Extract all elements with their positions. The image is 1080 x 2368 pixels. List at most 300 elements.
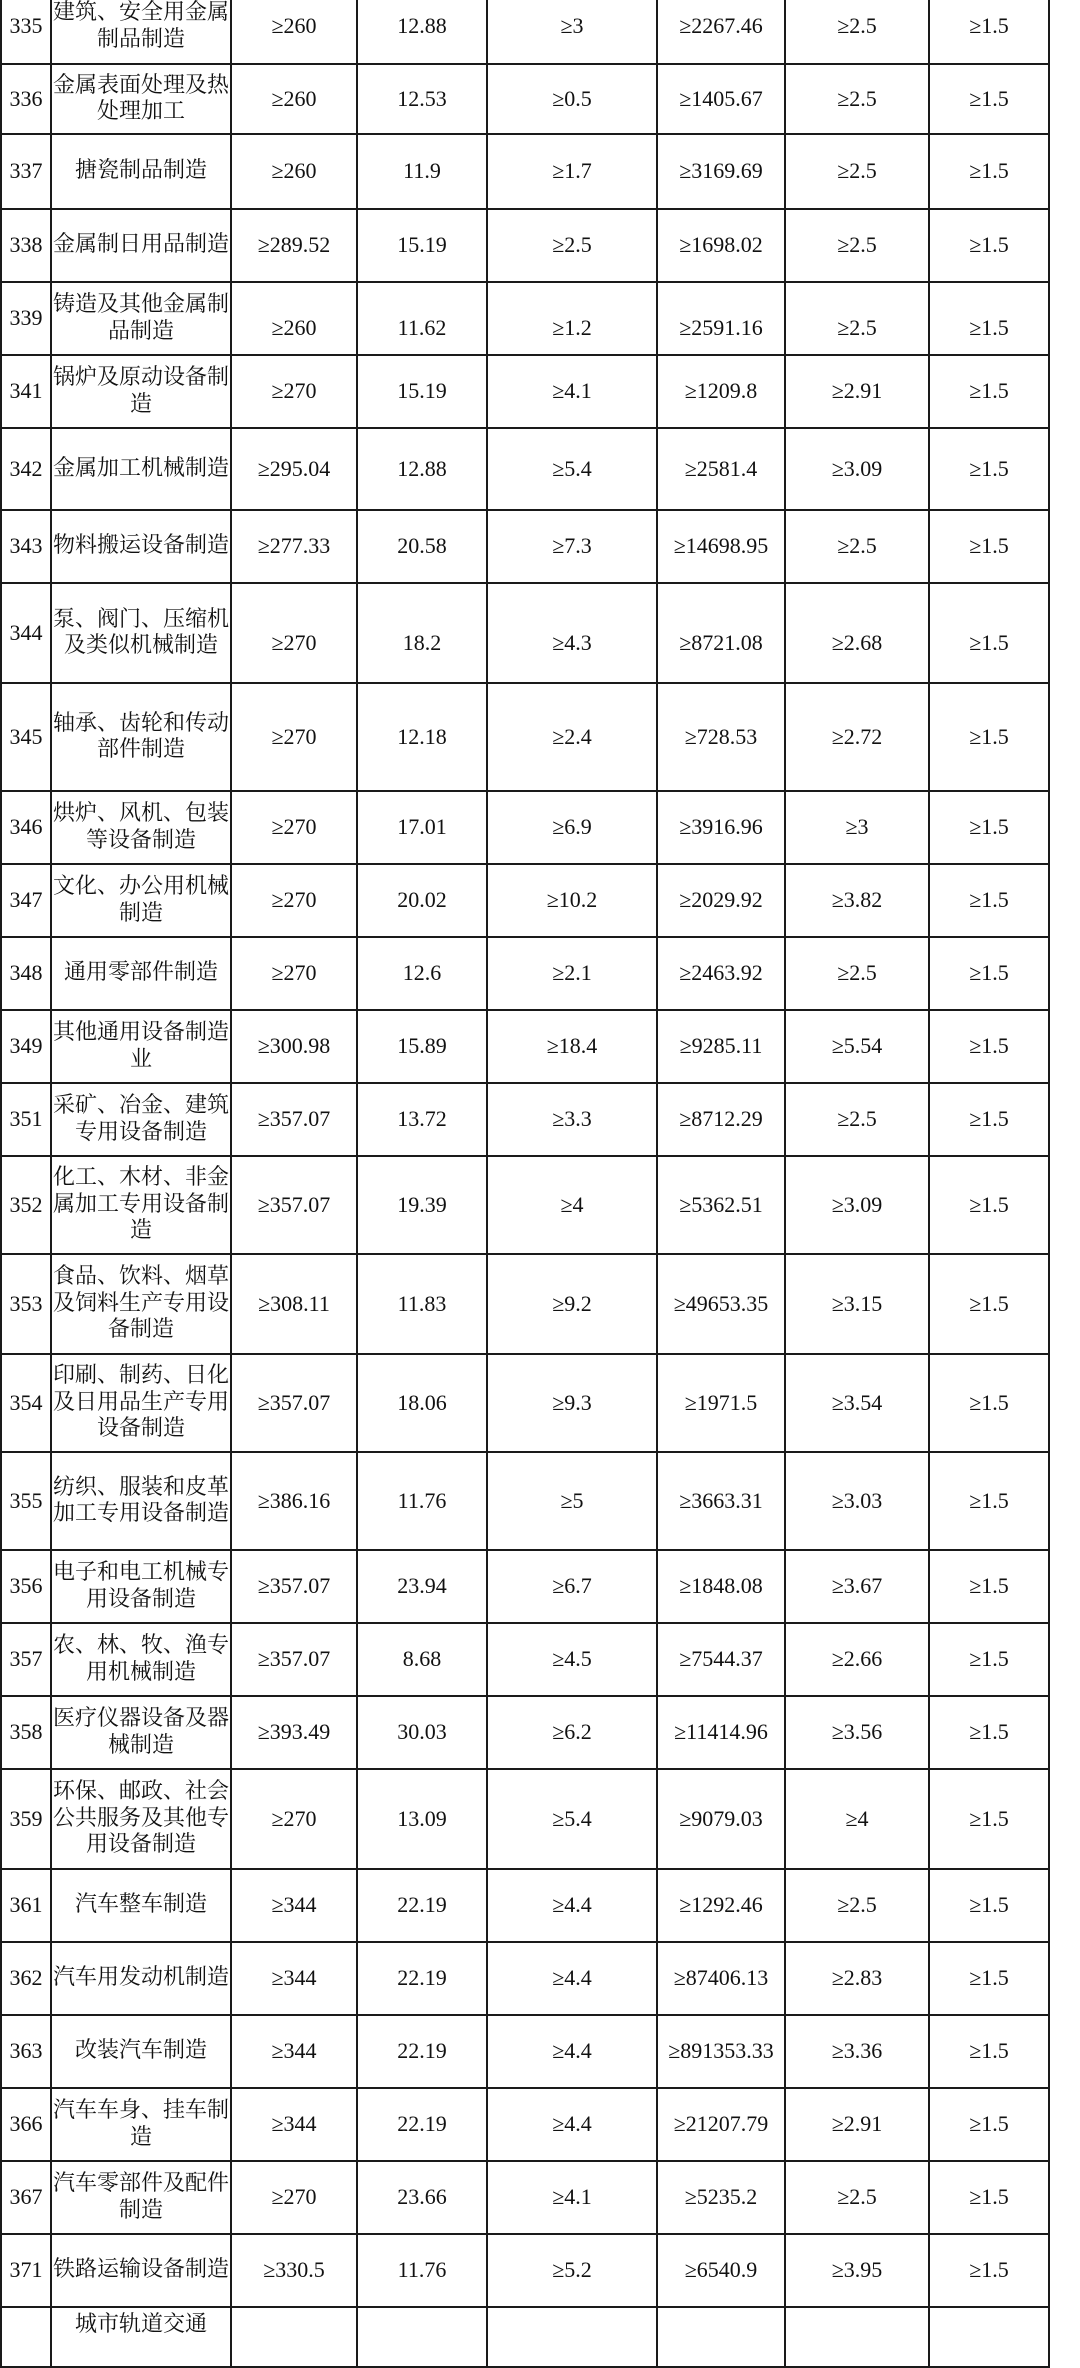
- value-cell-v6: [929, 1010, 1049, 1083]
- table-row: [1, 0, 1049, 64]
- industry-code-cell: 349: [1, 1010, 51, 1083]
- industry-code-cell: 347: [1, 864, 51, 937]
- value-cell-v3: [487, 2161, 657, 2234]
- value-cell-v3: [487, 1869, 657, 1942]
- value-cell-v2: [357, 1550, 487, 1623]
- value-cell-v3: [487, 1010, 657, 1083]
- value-cell-v6: [929, 2234, 1049, 2307]
- value-text: ≥21207.79: [673, 2111, 769, 2137]
- value-cell-v1: [231, 791, 357, 864]
- industry-code-cell: 366: [1, 2088, 51, 2161]
- value-cell-v3: [487, 1254, 657, 1354]
- table-row: [1, 428, 1049, 510]
- value-text: 11.76: [397, 2257, 447, 2283]
- value-cell-v4: [657, 1623, 785, 1696]
- value-cell-v5: [785, 1083, 929, 1156]
- industry-name-cell: 食品、饮料、烟草及饲料生产专用设备制造: [51, 1254, 231, 1354]
- industry-code-cell: 336: [1, 64, 51, 134]
- value-cell-v2: [357, 2234, 487, 2307]
- value-cell-v2: [357, 1696, 487, 1769]
- table-row: [1, 1156, 1049, 1254]
- value-cell-v2: [357, 510, 487, 583]
- value-cell-v4: [657, 937, 785, 1010]
- value-cell-v5: [785, 2015, 929, 2088]
- value-text: ≥344: [271, 2111, 317, 2137]
- value-text: ≥357.07: [257, 1389, 331, 1415]
- value-text: ≥1.5: [969, 1487, 1009, 1513]
- value-cell-v3: [487, 2015, 657, 2088]
- value-text: ≥1.7: [552, 158, 592, 184]
- value-text: ≥270: [271, 960, 317, 986]
- value-cell-v3: [487, 2307, 657, 2367]
- industry-name-cell: 汽车用发动机制造: [51, 1942, 231, 2015]
- value-text: ≥6.7: [552, 1573, 592, 1599]
- value-cell-v2: [357, 1354, 487, 1452]
- value-text: ≥8721.08: [679, 629, 763, 655]
- value-text: ≥2267.46: [679, 13, 763, 39]
- value-cell-v6: [929, 1354, 1049, 1452]
- table-row: [1, 355, 1049, 428]
- value-text: 22.19: [397, 1892, 447, 1918]
- value-cell-v1: [231, 0, 357, 64]
- value-cell-v1: [231, 282, 357, 355]
- value-cell-v3: [487, 683, 657, 791]
- table-row: [1, 2088, 1049, 2161]
- value-cell-v1: [231, 134, 357, 209]
- value-text: ≥2029.92: [679, 887, 763, 913]
- industry-code-cell: 356: [1, 1550, 51, 1623]
- industry-name-cell: 金属制日用品制造: [51, 209, 231, 282]
- value-cell-v4: [657, 355, 785, 428]
- value-text: ≥2463.92: [679, 960, 763, 986]
- value-text: 22.19: [397, 1965, 447, 1991]
- value-cell-v5: [785, 510, 929, 583]
- industry-code-cell: 362: [1, 1942, 51, 2015]
- industry-code-cell: 355: [1, 1452, 51, 1550]
- value-text: ≥357.07: [257, 1106, 331, 1132]
- value-text: 22.19: [397, 2111, 447, 2137]
- value-text: ≥1.5: [969, 455, 1009, 481]
- industry-name-cell: 铸造及其他金属制品制造: [51, 282, 231, 355]
- value-cell-v5: [785, 2088, 929, 2161]
- value-cell-v3: [487, 1156, 657, 1254]
- value-text: ≥4.4: [552, 1965, 592, 1991]
- value-text: ≥1.5: [969, 85, 1009, 111]
- value-cell-v2: [357, 355, 487, 428]
- value-text: ≥308.11: [258, 1290, 330, 1316]
- value-cell-v5: [785, 2161, 929, 2234]
- industry-code-cell: 339: [1, 282, 51, 355]
- value-cell-v6: [929, 134, 1049, 209]
- value-cell-v1: [231, 2161, 357, 2234]
- table-row: [1, 791, 1049, 864]
- value-cell-v2: [357, 209, 487, 282]
- value-cell-v3: [487, 0, 657, 64]
- value-cell-v1: [231, 683, 357, 791]
- value-text: ≥2.66: [831, 1646, 883, 1672]
- value-text: ≥1.5: [969, 158, 1009, 184]
- value-cell-v1: [231, 1869, 357, 1942]
- value-text: 12.88: [397, 455, 447, 481]
- value-cell-v3: [487, 1354, 657, 1452]
- value-cell-v1: [231, 1083, 357, 1156]
- industry-name-cell: 纺织、服装和皮革加工专用设备制造: [51, 1452, 231, 1550]
- value-text: ≥3.15: [831, 1290, 883, 1316]
- value-text: ≥2581.4: [684, 455, 758, 481]
- value-cell-v6: [929, 1156, 1049, 1254]
- value-text: ≥891353.33: [668, 2038, 774, 2064]
- value-cell-v2: [357, 864, 487, 937]
- industry-name-cell: 化工、木材、非金属加工专用设备制造: [51, 1156, 231, 1254]
- value-cell-v1: [231, 2234, 357, 2307]
- value-text: ≥2.5: [837, 232, 877, 258]
- value-cell-v1: [231, 1354, 357, 1452]
- industry-code-cell: 341: [1, 355, 51, 428]
- industry-name-cell: 搪瓷制品制造: [51, 134, 231, 209]
- value-text: ≥1.5: [969, 1290, 1009, 1316]
- value-text: ≥9079.03: [679, 1805, 763, 1831]
- value-cell-v5: [785, 1550, 929, 1623]
- value-cell-v2: [357, 282, 487, 355]
- value-cell-v1: [231, 2015, 357, 2088]
- value-text: ≥2.5: [837, 158, 877, 184]
- value-cell-v5: [785, 937, 929, 1010]
- value-text: ≥2.72: [831, 723, 883, 749]
- value-cell-v6: [929, 2088, 1049, 2161]
- value-text: ≥9285.11: [679, 1033, 763, 1059]
- value-text: ≥11414.96: [674, 1719, 768, 1745]
- value-cell-v6: [929, 510, 1049, 583]
- value-cell-v4: [657, 2234, 785, 2307]
- value-cell-v2: [357, 2307, 487, 2367]
- value-text: ≥1971.5: [684, 1389, 758, 1415]
- value-text: ≥1.5: [969, 315, 1009, 341]
- value-cell-v5: [785, 355, 929, 428]
- value-cell-v2: [357, 683, 487, 791]
- value-text: ≥1.5: [969, 814, 1009, 840]
- value-text: ≥300.98: [257, 1033, 331, 1059]
- value-text: ≥295.04: [257, 455, 331, 481]
- table-row: [1, 2015, 1049, 2088]
- table-row: [1, 937, 1049, 1010]
- value-cell-v3: [487, 1942, 657, 2015]
- value-text: ≥1.5: [969, 2257, 1009, 2283]
- value-text: ≥4: [845, 1805, 869, 1831]
- value-text: 30.03: [397, 1719, 447, 1745]
- value-cell-v4: [657, 2015, 785, 2088]
- value-text: ≥3.82: [831, 887, 883, 913]
- value-cell-v2: [357, 64, 487, 134]
- value-cell-v4: [657, 0, 785, 64]
- value-cell-v6: [929, 282, 1049, 355]
- value-cell-v5: [785, 1942, 929, 2015]
- table-row: [1, 1254, 1049, 1354]
- value-cell-v3: [487, 1769, 657, 1869]
- value-text: ≥4.4: [552, 2111, 592, 2137]
- value-cell-v4: [657, 1010, 785, 1083]
- value-cell-v3: [487, 428, 657, 510]
- table-row: [1, 134, 1049, 209]
- value-cell-v3: [487, 2234, 657, 2307]
- value-cell-v4: [657, 134, 785, 209]
- value-cell-v5: [785, 2234, 929, 2307]
- value-cell-v3: [487, 355, 657, 428]
- value-text: ≥4.1: [552, 2184, 592, 2210]
- value-cell-v1: [231, 864, 357, 937]
- value-cell-v2: [357, 1156, 487, 1254]
- value-text: 20.58: [397, 533, 447, 559]
- industry-name-cell: 医疗仪器设备及器械制造: [51, 1696, 231, 1769]
- value-text: ≥289.52: [257, 232, 331, 258]
- value-text: ≥728.53: [684, 723, 758, 749]
- value-text: ≥5235.2: [684, 2184, 758, 2210]
- value-text: ≥1.5: [969, 232, 1009, 258]
- value-text: ≥270: [271, 887, 317, 913]
- value-cell-v4: [657, 209, 785, 282]
- value-cell-v4: [657, 1254, 785, 1354]
- value-cell-v4: [657, 2307, 785, 2367]
- value-cell-v3: [487, 791, 657, 864]
- value-text: ≥18.4: [546, 1033, 598, 1059]
- industry-name-cell: 金属加工机械制造: [51, 428, 231, 510]
- value-text: 12.53: [397, 85, 447, 111]
- table-row: [1, 2307, 1049, 2367]
- value-cell-v1: [231, 1254, 357, 1354]
- value-text: ≥2.91: [831, 378, 883, 404]
- value-text: ≥1.5: [969, 1646, 1009, 1672]
- value-text: ≥2.68: [831, 629, 883, 655]
- industry-code-cell: 348: [1, 937, 51, 1010]
- value-text: ≥5: [560, 1487, 584, 1513]
- value-cell-v4: [657, 1869, 785, 1942]
- value-cell-v2: [357, 134, 487, 209]
- value-text: ≥3.09: [831, 455, 883, 481]
- value-cell-v1: [231, 1769, 357, 1869]
- value-cell-v5: [785, 428, 929, 510]
- value-cell-v4: [657, 2161, 785, 2234]
- value-text: ≥344: [271, 1965, 317, 1991]
- value-cell-v2: [357, 1254, 487, 1354]
- table-row: [1, 683, 1049, 791]
- value-text: ≥4.4: [552, 2038, 592, 2064]
- industry-name-cell: 采矿、冶金、建筑专用设备制造: [51, 1083, 231, 1156]
- value-cell-v3: [487, 937, 657, 1010]
- value-text: ≥330.5: [263, 2257, 325, 2283]
- value-text: ≥5.2: [552, 2257, 592, 2283]
- table-row: [1, 1769, 1049, 1869]
- value-text: ≥1.5: [969, 1892, 1009, 1918]
- value-text: ≥1848.08: [679, 1573, 763, 1599]
- value-text: ≥3.09: [831, 1191, 883, 1217]
- value-text: 8.68: [402, 1646, 442, 1672]
- value-cell-v1: [231, 1452, 357, 1550]
- value-text: ≥3916.96: [679, 814, 763, 840]
- value-text: ≥2.91: [831, 2111, 883, 2137]
- industry-code-cell: 354: [1, 1354, 51, 1452]
- value-cell-v4: [657, 282, 785, 355]
- value-cell-v6: [929, 864, 1049, 937]
- value-cell-v4: [657, 1769, 785, 1869]
- value-cell-v1: [231, 355, 357, 428]
- value-cell-v4: [657, 1942, 785, 2015]
- value-text: ≥1292.46: [679, 1892, 763, 1918]
- value-text: ≥14698.95: [673, 533, 769, 559]
- value-text: ≥3.3: [552, 1106, 592, 1132]
- value-text: ≥7.3: [552, 533, 592, 559]
- value-text: ≥4.4: [552, 1892, 592, 1918]
- value-cell-v4: [657, 2088, 785, 2161]
- value-cell-v6: [929, 791, 1049, 864]
- value-text: 19.39: [397, 1191, 447, 1217]
- value-cell-v6: [929, 428, 1049, 510]
- industry-name-cell: 汽车整车制造: [51, 1869, 231, 1942]
- value-text: ≥2.5: [837, 960, 877, 986]
- value-cell-v1: [231, 583, 357, 683]
- value-cell-v5: [785, 1769, 929, 1869]
- value-cell-v2: [357, 0, 487, 64]
- value-text: ≥4: [560, 1191, 584, 1217]
- value-text: 12.88: [397, 13, 447, 39]
- value-text: ≥1.5: [969, 378, 1009, 404]
- industry-code-cell: 338: [1, 209, 51, 282]
- value-text: ≥49653.35: [673, 1290, 769, 1316]
- industry-code-cell: 344: [1, 583, 51, 683]
- value-cell-v5: [785, 1696, 929, 1769]
- industry-name-cell: 电子和电工机械专用设备制造: [51, 1550, 231, 1623]
- value-cell-v6: [929, 1942, 1049, 2015]
- value-text: ≥5.4: [552, 1805, 592, 1831]
- value-text: ≥3.56: [831, 1719, 883, 1745]
- value-cell-v1: [231, 1942, 357, 2015]
- value-text: ≥2.5: [837, 315, 877, 341]
- value-cell-v5: [785, 864, 929, 937]
- value-text: ≥393.49: [257, 1719, 331, 1745]
- value-text: ≥357.07: [257, 1646, 331, 1672]
- value-text: ≥7544.37: [679, 1646, 763, 1672]
- value-text: ≥260: [271, 13, 317, 39]
- value-text: ≥1.5: [969, 1191, 1009, 1217]
- value-cell-v5: [785, 1010, 929, 1083]
- value-text: ≥1.5: [969, 887, 1009, 913]
- value-text: ≥3: [560, 13, 584, 39]
- value-cell-v2: [357, 2088, 487, 2161]
- value-text: ≥3.36: [831, 2038, 883, 2064]
- value-cell-v6: [929, 64, 1049, 134]
- value-cell-v1: [231, 937, 357, 1010]
- value-cell-v6: [929, 1083, 1049, 1156]
- industry-code-cell: 361: [1, 1869, 51, 1942]
- value-cell-v1: [231, 1550, 357, 1623]
- value-text: ≥1.5: [969, 1805, 1009, 1831]
- value-cell-v2: [357, 1942, 487, 2015]
- value-cell-v4: [657, 64, 785, 134]
- value-cell-v1: [231, 1010, 357, 1083]
- industry-code-cell: 342: [1, 428, 51, 510]
- value-cell-v3: [487, 1452, 657, 1550]
- value-cell-v2: [357, 1769, 487, 1869]
- industry-name-cell: 改装汽车制造: [51, 2015, 231, 2088]
- value-cell-v5: [785, 209, 929, 282]
- value-text: ≥1.5: [969, 1965, 1009, 1991]
- value-cell-v4: [657, 428, 785, 510]
- value-cell-v4: [657, 1156, 785, 1254]
- industry-name-cell: 金属表面处理及热处理加工: [51, 64, 231, 134]
- value-cell-v6: [929, 2015, 1049, 2088]
- value-text: ≥357.07: [257, 1191, 331, 1217]
- industry-name-cell: 印刷、制药、日化及日用品生产专用设备制造: [51, 1354, 231, 1452]
- value-text: ≥270: [271, 723, 317, 749]
- value-cell-v3: [487, 864, 657, 937]
- value-cell-v1: [231, 510, 357, 583]
- value-text: ≥270: [271, 2184, 317, 2210]
- value-text: ≥5.54: [831, 1033, 883, 1059]
- value-cell-v6: [929, 683, 1049, 791]
- table-row: [1, 2161, 1049, 2234]
- value-text: 11.62: [397, 315, 447, 341]
- industry-name-cell: 汽车零部件及配件制造: [51, 2161, 231, 2234]
- table-row: [1, 1354, 1049, 1452]
- value-cell-v4: [657, 583, 785, 683]
- industry-name-cell: 城市轨道交通: [51, 2307, 231, 2367]
- value-text: ≥3: [845, 814, 869, 840]
- value-cell-v5: [785, 64, 929, 134]
- table-row: [1, 1452, 1049, 1550]
- value-text: ≥3.54: [831, 1389, 883, 1415]
- value-cell-v6: [929, 1696, 1049, 1769]
- value-cell-v5: [785, 1623, 929, 1696]
- value-cell-v2: [357, 1452, 487, 1550]
- value-text: 23.66: [397, 2184, 447, 2210]
- value-cell-v5: [785, 2307, 929, 2367]
- value-text: ≥1.5: [969, 1033, 1009, 1059]
- value-text: ≥2.83: [831, 1965, 883, 1991]
- value-text: ≥3.95: [831, 2257, 883, 2283]
- table-row: [1, 1869, 1049, 1942]
- value-cell-v4: [657, 1354, 785, 1452]
- value-cell-v3: [487, 209, 657, 282]
- value-text: ≥1.5: [969, 960, 1009, 986]
- table-row: [1, 1942, 1049, 2015]
- value-text: ≥260: [271, 315, 317, 341]
- value-text: ≥1.5: [969, 533, 1009, 559]
- industry-name-cell: 泵、阀门、压缩机及类似机械制造: [51, 583, 231, 683]
- value-cell-v6: [929, 1452, 1049, 1550]
- value-cell-v3: [487, 1550, 657, 1623]
- table-row: [1, 2234, 1049, 2307]
- industry-code-cell: 352: [1, 1156, 51, 1254]
- value-cell-v1: [231, 1696, 357, 1769]
- value-cell-v6: [929, 355, 1049, 428]
- value-cell-v1: [231, 2088, 357, 2161]
- value-cell-v4: [657, 791, 785, 864]
- table-row: [1, 864, 1049, 937]
- value-text: ≥277.33: [257, 533, 331, 559]
- value-cell-v4: [657, 1550, 785, 1623]
- value-cell-v5: [785, 1452, 929, 1550]
- industry-name-cell: 文化、办公用机械制造: [51, 864, 231, 937]
- value-cell-v4: [657, 864, 785, 937]
- industry-code-cell: 359: [1, 1769, 51, 1869]
- value-cell-v2: [357, 1010, 487, 1083]
- value-text: ≥4.5: [552, 1646, 592, 1672]
- table-row: [1, 510, 1049, 583]
- value-cell-v6: [929, 1623, 1049, 1696]
- value-cell-v5: [785, 683, 929, 791]
- industry-name-cell: 烘炉、风机、包装等设备制造: [51, 791, 231, 864]
- value-text: 11.9: [403, 158, 441, 184]
- value-text: ≥2.5: [837, 2184, 877, 2210]
- industry-code-cell: 346: [1, 791, 51, 864]
